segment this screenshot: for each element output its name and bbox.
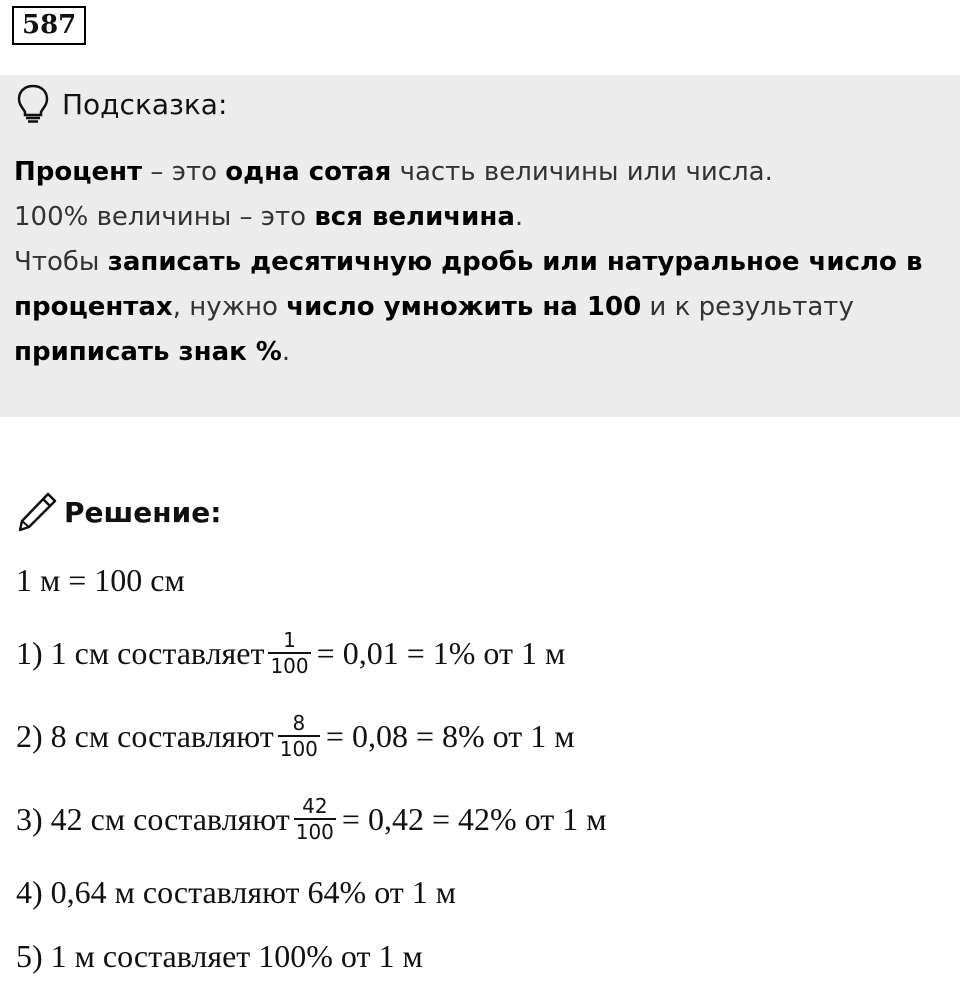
solution-line-3: 3) 42 см составляют $\frac{42}{100}$ = 0,42 = 42% от 1 м <box>16 794 607 844</box>
solution-line-1: 1) 1 см составляет $\frac{1}{100}$ = 0,01 = 1% от 1 м <box>16 628 566 678</box>
solution-line-4: 4) 0,64 м составляют 64% от 1 м <box>16 873 456 910</box>
hint-line-1: Процент – это одна сотая часть величины или числа. <box>14 157 773 187</box>
solution-line-2: 2) 8 см составляют $\frac{8}{100}$ = 0,08 = 8% от 1 м <box>16 711 575 761</box>
task-number: 587 <box>12 6 86 45</box>
solution-header <box>16 490 221 534</box>
solution-title: Решение: <box>64 495 222 529</box>
hint-line-2: 100% величины – это вся величина. <box>14 202 524 232</box>
lightbulb-icon <box>16 84 50 124</box>
hint-title: Подсказка: <box>62 87 228 121</box>
fraction: $\frac{42}{100}$ <box>295 794 334 844</box>
hint-text <box>14 150 954 375</box>
fraction: $\frac{8}{100}$ <box>279 711 318 761</box>
solution-line-5: 5) 1 м составляет 100% от 1 м <box>16 937 423 974</box>
hint-line-3: Чтобы записать десятичную дробь или натуральное число в процентах, нужно число умножить на 100 и к результату приписать знак %. <box>14 247 923 367</box>
hint-header <box>16 84 227 124</box>
fraction: $\frac{1}{100}$ <box>270 628 309 678</box>
pencil-icon <box>16 491 58 533</box>
solution-line-0: 1 м = 100 см <box>16 561 185 598</box>
